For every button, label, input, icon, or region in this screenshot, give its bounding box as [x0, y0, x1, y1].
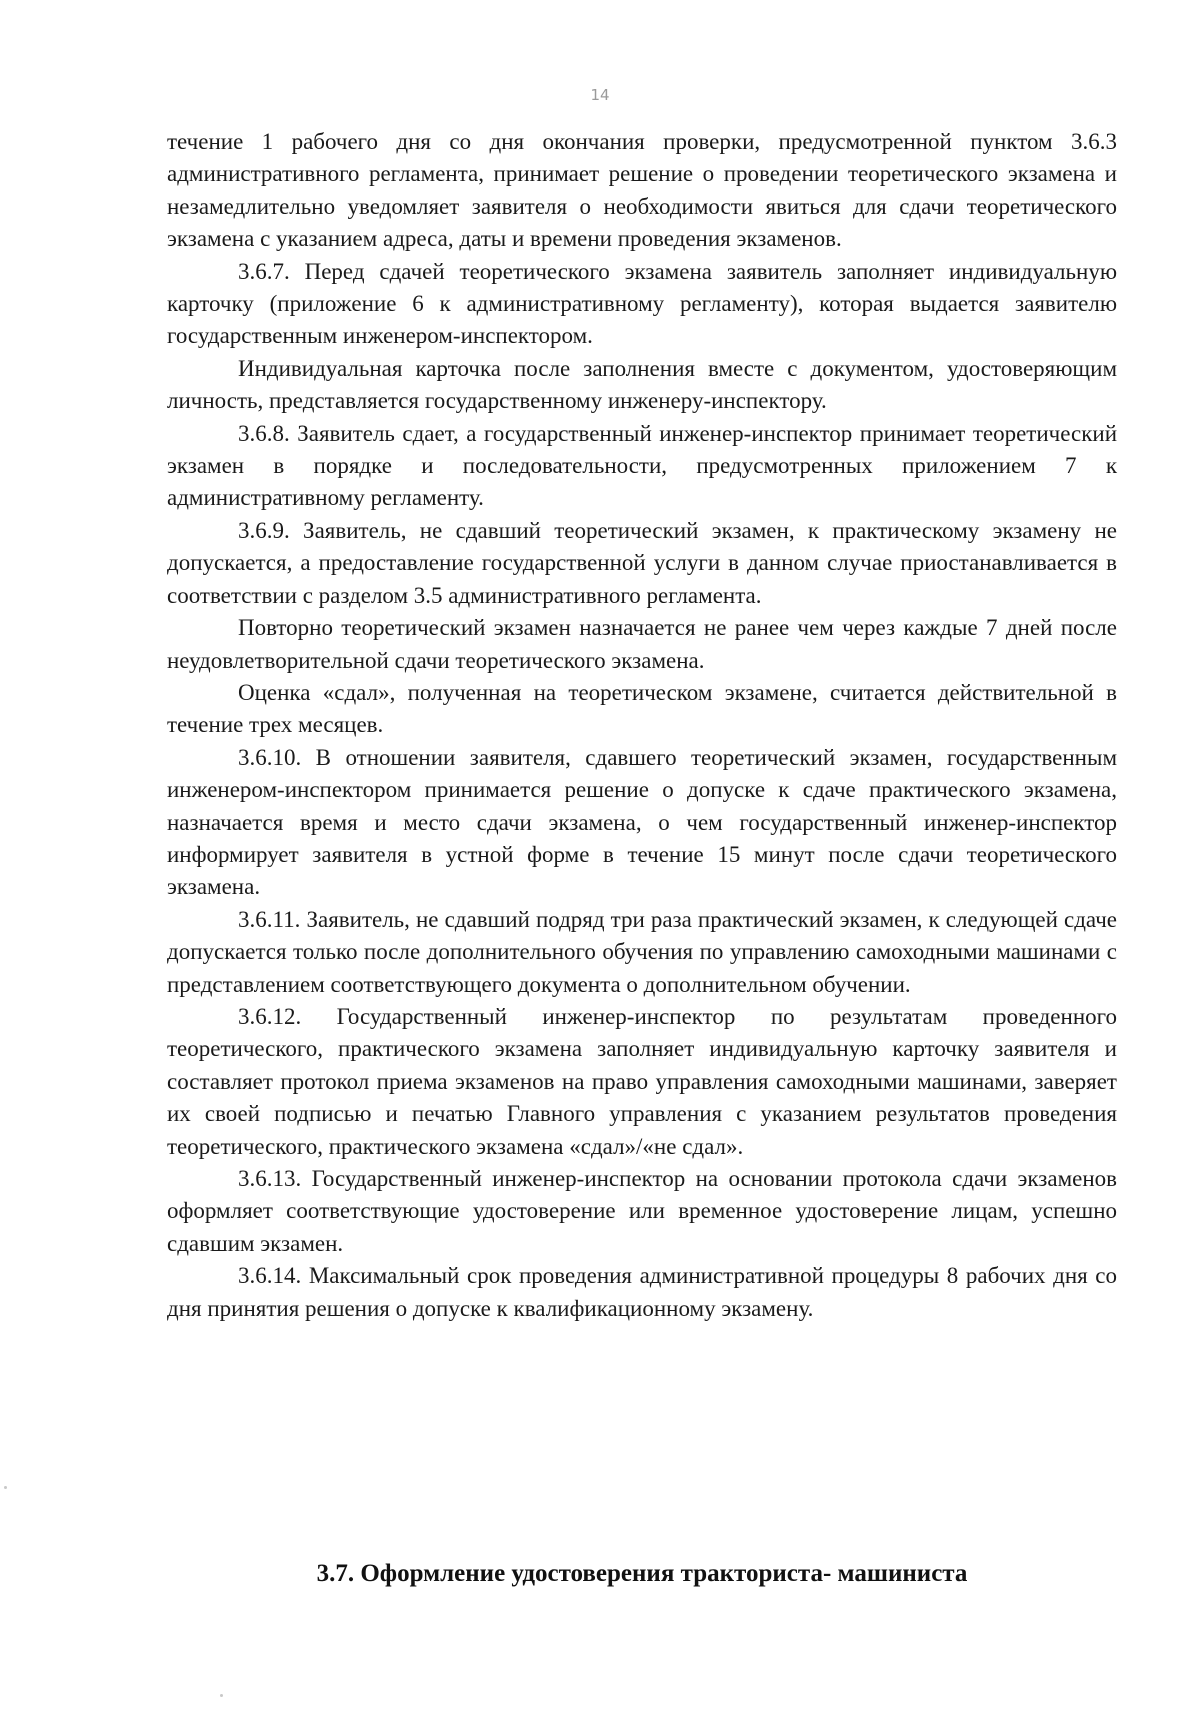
paragraph-3-6-9: 3.6.9. Заявитель, не сдавший теоретический экзамен, к практическому экзамену не допускается, а предоставление государственной услуги в данном случае приостанавливается в соответствии с разделом 3.5 административного регламента. — [167, 517, 1117, 608]
paragraph-individual-card: Индивидуальная карточка после заполнения вместе с документом, удостоверяющим личность, представляется государственному инженеру-инспектору. — [167, 355, 1117, 414]
paragraph-3-6-8: 3.6.8. Заявитель сдает, а государственный инженер-инспектор принимает теоретический экзамен в порядке и последовательности, предусмотренных приложением 7 к административному регламенту. — [167, 420, 1117, 511]
paragraph-3-6-14: 3.6.14. Максимальный срок проведения административной процедуры 8 рабочих дня со дня принятия решения о допуске к квалификационному экзамену. — [167, 1263, 1117, 1321]
page-number: 14 — [590, 86, 610, 104]
paragraph-3-6-10: 3.6.10. В отношении заявителя, сдавшего теоретический экзамен, государственным инженером-инспектором принимается решение о допуске к сдаче практического экзамена, назначается время и место сдачи экзамена, о чем государственный инженер-инспектор информирует заявителя в устной форме в течение 15 минут после сдачи теоретического экзамена. — [167, 744, 1117, 900]
scan-artifact — [220, 1694, 223, 1697]
paragraph-grade-validity: Оценка «сдал», полученная на теоретическом экзамене, считается действительной в течение трех месяцев. — [167, 679, 1117, 738]
scan-artifact — [4, 1486, 7, 1489]
paragraph-3-6-11: 3.6.11. Заявитель, не сдавший подряд три раза практический экзамен, к следующей сдаче допускается только после дополнительного обучения по управлению самоходными машинами с представлением соответствующего документа о дополнительном обучении. — [167, 906, 1117, 997]
paragraph-3-6-7: 3.6.7. Перед сдачей теоретического экзамена заявитель заполняет индивидуальную карточку (приложение 6 к административному регламенту), которая выдается заявителю государственным инженером-инспектором. — [167, 258, 1117, 349]
paragraph-continuation: течение 1 рабочего дня со дня окончания проверки, предусмотренной пунктом 3.6.3 административного регламента, принимает решение о проведении теоретического экзамена и незамедлительно уведомляет заявителя о необходимости явиться для сдачи теоретического экзамена с указанием адреса, даты и времени проведения экзаменов. — [167, 129, 1117, 252]
paragraph-3-6-12: 3.6.12. Государственный инженер-инспектор по результатам проведенного теоретического, практического экзамена заполняет индивидуальную карточку заявителя и составляет протокол приема экзаменов на право управления самоходными машинами, заверяет их своей подписью и печатью Главного управления с указанием результатов проведения теоретического, практического экзамена «сдал»/«не сдал». — [167, 1003, 1117, 1159]
paragraph-3-6-13: 3.6.13. Государственный инженер-инспектор на основании протокола сдачи экзаменов оформляет соответствующие удостоверение или временное удостоверение лицам, успешно сдавшим экзамен. — [167, 1166, 1117, 1256]
paragraph-repeat-exam: Повторно теоретический экзамен назначается не ранее чем через каждые 7 дней после неудовлетворительной сдачи теоретического экзамена. — [167, 615, 1117, 673]
section-heading: 3.7. Оформление удостоверения тракториста- машиниста — [316, 1560, 968, 1587]
document-body — [167, 126, 1117, 1325]
